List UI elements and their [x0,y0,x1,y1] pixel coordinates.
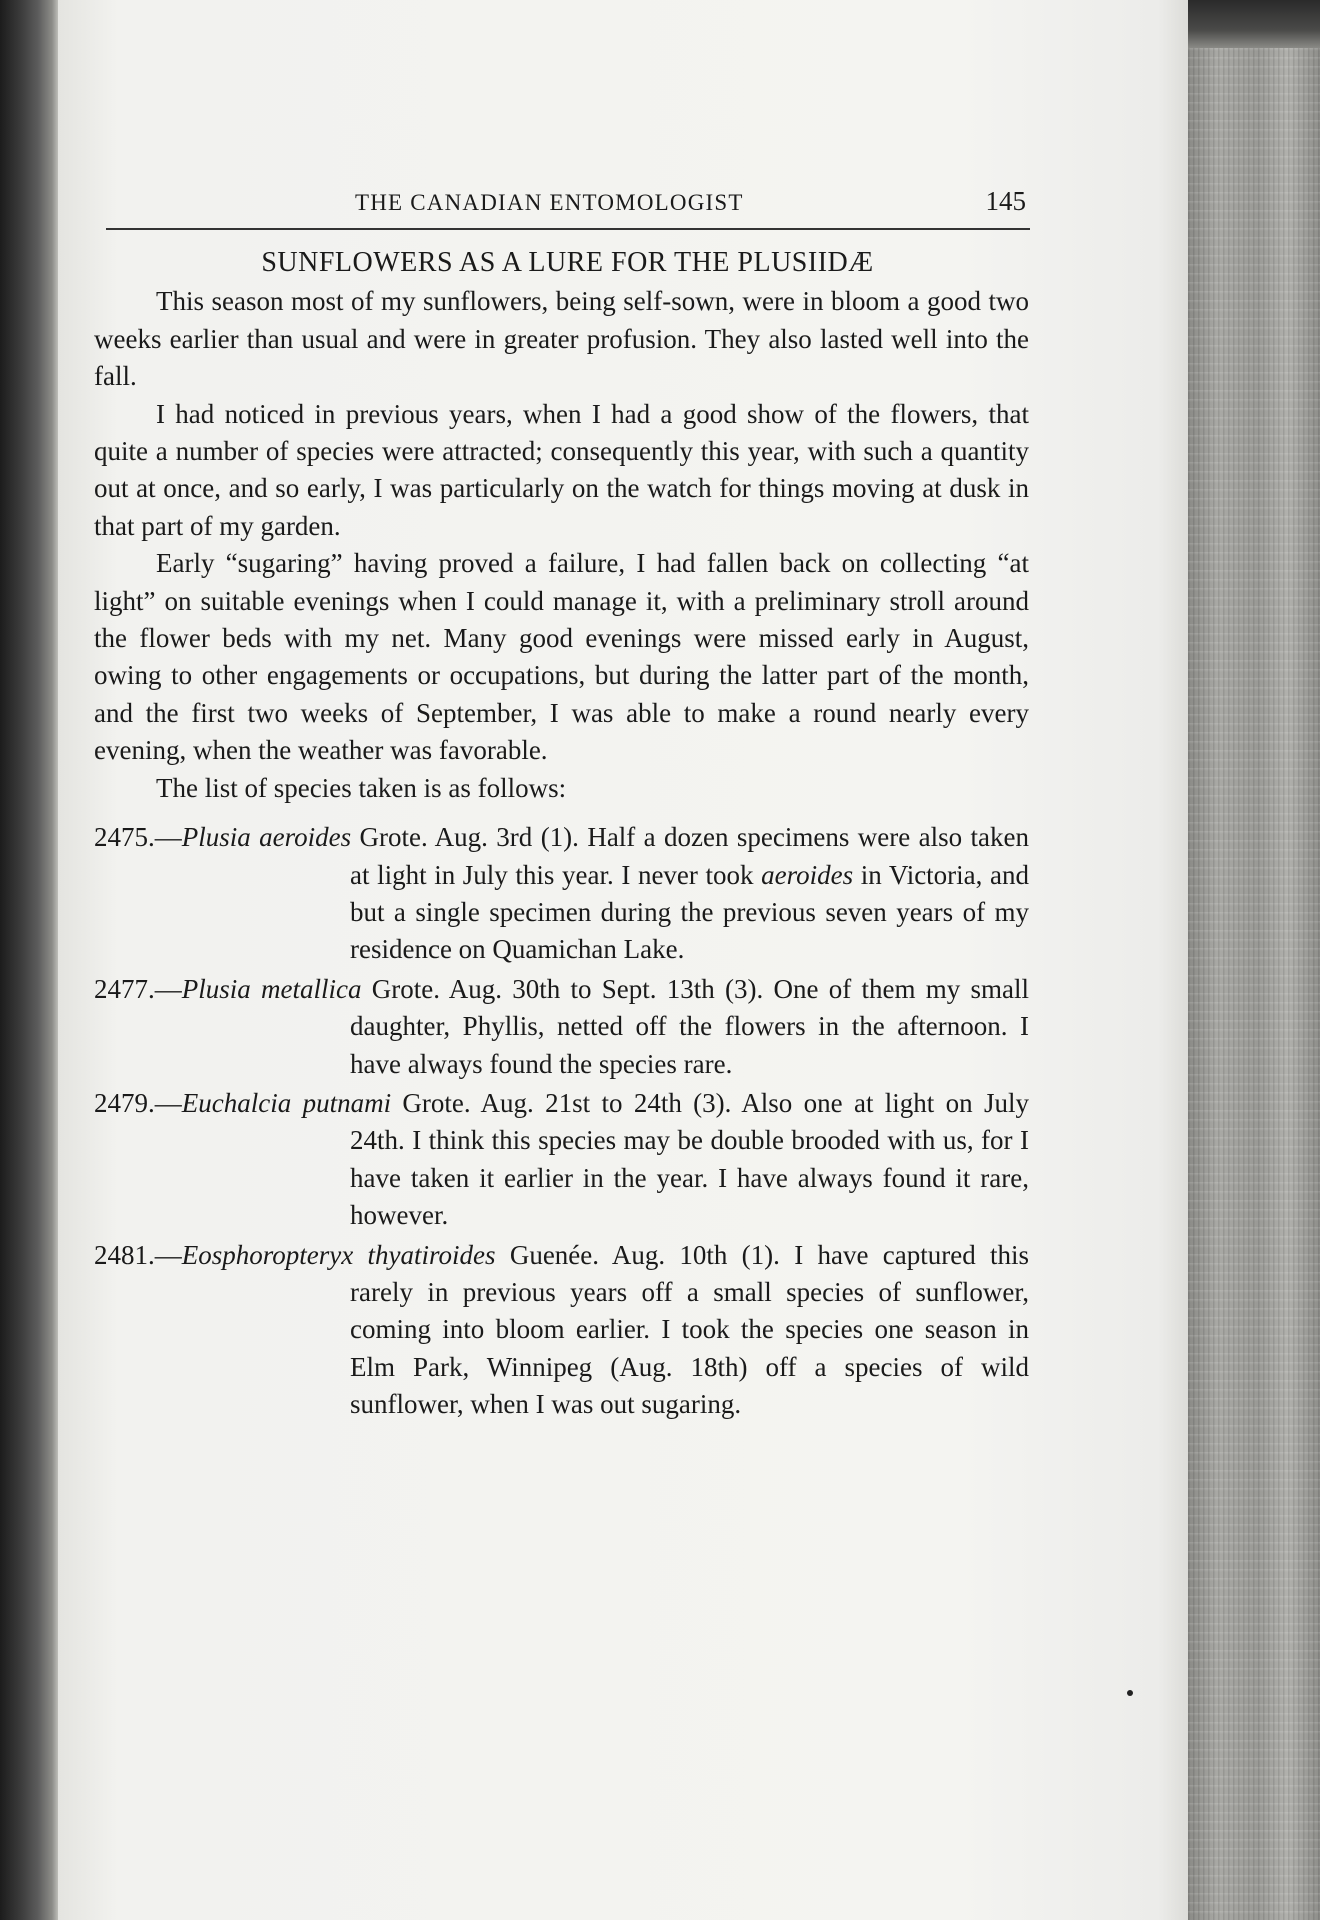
margin-mark [1127,1690,1133,1696]
entry-text: Grote. Aug. 21st to 24th (3). Also one at light on July 24th. I think this species may be double brooded with us, for I have taken it earlier in the year. I have always found it rare, however. [350,1087,1030,1231]
entry-text: Guenée. Aug. 10th (1). I have captured this rarely in previous years off a small species of sunflower, coming into bloom earlier. I took the species one season in Elm Park, Winnipeg (Aug. 18th) off a species of wild sunflower, when I was out sugaring. [350,1239,1030,1420]
species-entry [94,1085,1029,1235]
entry-number: 2481.— [94,1239,182,1270]
paragraph: I had noticed in previous years, when I had a good show of the flowers, that quite a number of species were attracted; consequently this year, with such a quantity out at once, and so early, I was particularly on the watch for things moving at dusk in that part of my garden. [94,398,1029,541]
paragraph: Early “sugaring” having proved a failure, I had fallen back on collecting “at light” on suitable evenings when I could manage it, with a preliminary stroll around the flower beds with my net. Many good evenings were missed early in August, owing to other engagements or occupations, but during the latter part of the month, and the first two weeks of September, I was able to make a round nearly every evening, when the weather was favorable. [94,548,1029,766]
list-intro: The list of species taken is as follows: [156,772,567,803]
entry-text-continued: in Victoria, and but a single specimen during the previous seven years of my residence on Quamichan Lake. [350,859,1029,965]
article-body [94,244,1029,1426]
entry-text: Grote. Aug. 3rd (1). Half a dozen specimens were also taken at light in July this year. I never took [350,822,1029,890]
header-rule [106,228,1030,230]
species-name: Plusia metallica [181,973,362,1004]
species-name-inline: aeroides [761,859,854,890]
species-entry [94,971,1029,1083]
running-title: THE CANADIAN ENTOMOLOGIST [355,190,744,215]
page-stack-edge [1188,48,1320,1920]
species-name: Euchalcia putnami [181,1087,392,1118]
species-name: Plusia aeroides [181,822,352,853]
page-number: 145 [985,186,1026,216]
paragraph: This season most of my sunflowers, being self-sown, were in bloom a good two weeks earlier than usual and were in greater profusion. They also lasted well into the fall. [94,286,1029,392]
entry-text: Grote. Aug. 30th to Sept. 13th (3). One of them my small daughter, Phyllis, netted off the flowers in the afternoon. I have always found the species rare. [350,973,1029,1079]
book-binding [0,0,58,1920]
page-header [140,186,1030,222]
entry-number: 2479.— [94,1087,182,1118]
species-entry [94,1237,1029,1424]
article-title: SUNFLOWERS AS A LURE FOR THE PLUSIIDÆ [261,247,874,278]
species-name: Eosphoropteryx thyatiroides [181,1239,496,1270]
page-stack-top [1188,0,1320,48]
species-entry [94,819,1029,969]
entry-number: 2475.— [94,822,182,853]
entry-number: 2477.— [94,973,182,1004]
